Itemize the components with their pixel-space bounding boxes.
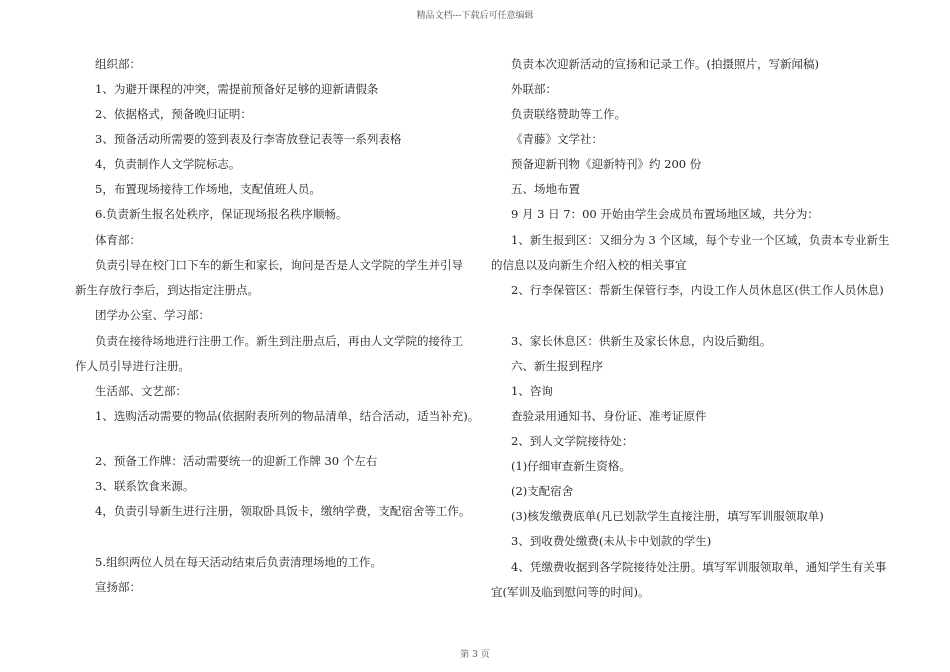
text-line: 1、为避开课程的冲突，需提前预备好足够的迎新请假条 xyxy=(95,82,379,96)
text-line: 生活部、文艺部： xyxy=(95,384,187,398)
text-line: 六、新生报到程序 xyxy=(511,359,603,373)
text-line: 宣扬部： xyxy=(95,580,141,594)
text-line: 团学办公室、学习部： xyxy=(95,308,210,322)
text-line: 3、预备活动所需要的签到表及行李寄放登记表等一系列表格 xyxy=(95,132,402,146)
text-line: 《青藤》文学社： xyxy=(511,132,603,146)
page-number: 第 3 页 xyxy=(460,650,490,660)
text-line: (1)仔细审查新生资格。 xyxy=(511,459,631,473)
text-line: 预备迎新刊物《迎新特刊》约 200 份 xyxy=(511,157,702,171)
text-line: 负责在接待场地进行注册工作。新生到注册点后，再由人文学院的接待工 xyxy=(95,334,463,348)
text-line: 2、依据格式，预备晚归证明： xyxy=(95,107,252,121)
text-line: 5.组织两位人员在每天活动结束后负责清理场地的工作。 xyxy=(95,555,382,569)
text-line: 9 月 3 日 7：00 开始由学生会成员布置场地区域，共分为： xyxy=(511,207,819,221)
text-line: 4，负责引导新生进行注册，领取卧具饭卡，缴纳学费，支配宿舍等工作。 xyxy=(95,504,471,518)
text-line: 1、咨询 xyxy=(511,384,553,398)
text-line: 新生存放行李后，到达指定注册点。 xyxy=(75,283,259,297)
text-line: 2、行李保管区：帮新生保管行李，内设工作人员休息区(供工作人员休息) xyxy=(511,283,884,297)
text-line: 宜(军训及临到慰问等的时间)。 xyxy=(491,585,650,599)
text-line: 4、凭缴费收据到各学院接待处注册。填写军训服领取单，通知学生有关事 xyxy=(511,560,887,574)
text-line: 负责本次迎新活动的宣扬和记录工作。(拍摄照片，写新闻稿) xyxy=(511,57,819,71)
page-header: 精品文档---下载后可任意编辑 xyxy=(416,11,534,21)
text-line: 查验录用通知书、身份证、准考证原件 xyxy=(511,409,707,423)
text-line: 负责引导在校门口下车的新生和家长，询问是否是人文学院的学生并引导 xyxy=(95,258,463,272)
text-line: 2、预备工作牌：活动需要统一的迎新工作牌 30 个左右 xyxy=(95,454,378,468)
text-line: 2、到人文学院接待处： xyxy=(511,434,634,448)
text-line: 6.负责新生报名处秩序，保证现场报名秩序顺畅。 xyxy=(95,207,348,221)
text-line: (3)核发缴费底单(凡已划款学生直接注册，填写军训服领取单) xyxy=(511,509,824,523)
text-line: 的信息以及向新生介绍入校的相关事宜 xyxy=(491,258,687,272)
text-line: 1、新生报到区：又细分为 3 个区域，每个专业一个区域，负责本专业新生 xyxy=(511,233,890,247)
text-line: 体育部： xyxy=(95,233,141,247)
text-line: 3、到收费处缴费(未从卡中划款的学生) xyxy=(511,534,712,548)
text-line: 3、家长休息区：供新生及家长休息，内设后勤组。 xyxy=(511,334,772,348)
text-line: 4，负责制作人文学院标志。 xyxy=(95,157,241,171)
text-line: 作人员引导进行注册。 xyxy=(75,359,190,373)
text-line: (2)支配宿舍 xyxy=(511,484,574,498)
text-line: 组织部： xyxy=(95,57,141,71)
text-line: 1、选购活动需要的物品(依据附表所列的物品清单，结合活动，适当补充)。 xyxy=(95,409,480,423)
text-line: 外联部： xyxy=(511,82,557,96)
text-line: 负责联络赞助等工作。 xyxy=(511,107,626,121)
text-line: 五、场地布置 xyxy=(511,182,580,196)
text-line: 5，布置现场接待工作场地，支配值班人员。 xyxy=(95,182,321,196)
text-line: 3、联系饮食来源。 xyxy=(95,479,195,493)
